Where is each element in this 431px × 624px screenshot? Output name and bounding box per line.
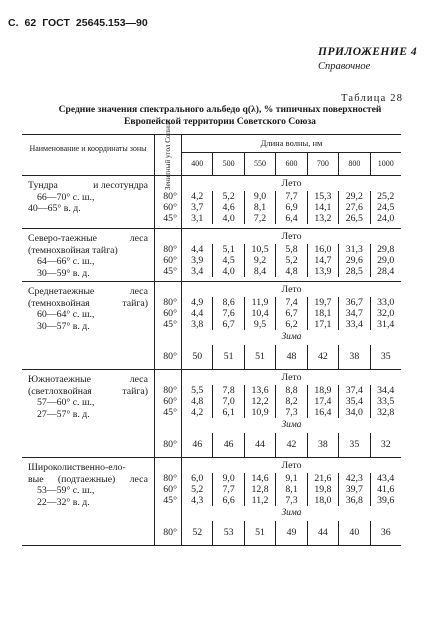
value-cell: 15,3 <box>307 191 338 202</box>
zone-name-part: (темнохвойная <box>28 297 90 309</box>
value-cell: 35 <box>370 345 401 369</box>
value-cell: 34,0 <box>338 407 369 418</box>
table-row <box>155 297 401 308</box>
value-cell: 28,4 <box>370 266 401 277</box>
zone-name <box>22 229 154 281</box>
value-cell: 12,8 <box>244 484 275 495</box>
zone-name-part: леса <box>129 233 148 244</box>
season-row <box>155 330 401 345</box>
table-row <box>155 266 401 277</box>
value-cell: 35,4 <box>338 396 369 407</box>
value-cell: 46 <box>212 433 243 457</box>
angle-cell: 60° <box>163 202 177 213</box>
angle-cell: 60° <box>163 396 177 407</box>
value-cell: 3,4 <box>191 266 204 277</box>
value-cell: 51 <box>244 345 275 369</box>
zone-coord: 57—60° с. ш., <box>37 397 95 408</box>
table-row <box>155 202 401 213</box>
table-caption-line-2: Европейской территории Советского Союза <box>124 116 316 127</box>
wavelength-col: 550 <box>244 153 275 175</box>
value-cell: 4,0 <box>212 266 243 277</box>
table-row <box>155 495 401 506</box>
value-cell: 4,8 <box>191 396 204 407</box>
value-cell: 13,2 <box>307 213 338 224</box>
value-cell: 18,0 <box>307 495 338 506</box>
value-cell: 31,4 <box>370 319 401 330</box>
value-cell: 24,5 <box>370 202 401 213</box>
table-row <box>155 407 401 418</box>
value-cell: 6,7 <box>212 319 243 330</box>
value-cell: 8,2 <box>275 396 306 407</box>
angle-cell: 45° <box>163 319 177 330</box>
angle-cell: 80° <box>163 244 177 255</box>
zone-section-mixed-forest <box>22 458 401 545</box>
value-cell: 6,9 <box>275 202 306 213</box>
value-cell: 8,4 <box>244 266 275 277</box>
zone-name <box>22 282 154 369</box>
value-cell: 5,5 <box>191 385 204 396</box>
value-cell: 6,7 <box>275 308 306 319</box>
value-cell: 4,6 <box>212 202 243 213</box>
table-caption <box>22 104 418 128</box>
value-cell: 44 <box>307 521 338 545</box>
value-cell: 21,6 <box>307 473 338 484</box>
value-cell: 9,2 <box>244 255 275 266</box>
value-cell: 9,5 <box>244 319 275 330</box>
value-cell: 17,1 <box>307 319 338 330</box>
value-cell: 7,0 <box>212 396 243 407</box>
angle-cell: 80° <box>163 191 177 202</box>
season-label-winter: Зима <box>181 506 401 521</box>
value-cell: 42 <box>275 433 306 457</box>
value-cell: 35 <box>338 433 369 457</box>
value-cell: 5,2 <box>275 255 306 266</box>
value-cell: 8,1 <box>275 484 306 495</box>
value-cell: 4,4 <box>191 308 204 319</box>
season-label-summer: Лето <box>181 282 401 297</box>
zone-section-south-taiga <box>22 370 401 458</box>
angle-cell: 80° <box>163 351 177 362</box>
season-label-summer: Лето <box>181 229 401 244</box>
value-cell: 19,8 <box>307 484 338 495</box>
value-cell: 27,6 <box>338 202 369 213</box>
season-row <box>155 229 401 244</box>
table-number: Таблица 28 <box>341 93 404 104</box>
value-cell: 4,2 <box>191 191 204 202</box>
value-cell: 37,4 <box>338 385 369 396</box>
table-row <box>155 396 401 407</box>
value-cell: 44 <box>244 433 275 457</box>
value-cell: 6,2 <box>275 319 306 330</box>
angle-cell: 80° <box>163 439 177 450</box>
zone-name-part: тайга) <box>122 385 148 397</box>
value-cell: 43,4 <box>370 473 401 484</box>
season-label-summer: Лето <box>181 176 401 191</box>
zone-name-part: Тундра <box>28 180 58 191</box>
value-cell: 31,3 <box>338 244 369 255</box>
value-cell: 38 <box>338 345 369 369</box>
value-cell: 12,2 <box>244 396 275 407</box>
table-row <box>155 345 401 369</box>
value-cell: 7,7 <box>275 191 306 202</box>
value-cell: 32,0 <box>370 308 401 319</box>
season-label-winter: Зима <box>181 418 401 433</box>
table-row <box>155 308 401 319</box>
value-cell: 29,8 <box>370 244 401 255</box>
value-cell: 7,2 <box>244 213 275 224</box>
appendix-type: Справочное <box>318 61 371 72</box>
angle-cell: 80° <box>163 297 177 308</box>
value-cell: 36,8 <box>338 495 369 506</box>
zone-name-part: (подтаежные) <box>57 473 116 485</box>
value-cell: 14,6 <box>244 473 275 484</box>
zone-name-part: Широколиственно-ело- <box>28 462 126 473</box>
value-cell: 6,0 <box>191 473 204 484</box>
value-cell: 49 <box>275 521 306 545</box>
value-cell: 24,0 <box>370 213 401 224</box>
table-row <box>155 191 401 202</box>
value-cell: 7,6 <box>212 308 243 319</box>
season-row <box>155 282 401 297</box>
zone-section-tundra <box>22 176 401 229</box>
value-cell: 8,8 <box>275 385 306 396</box>
value-cell: 4,8 <box>275 266 306 277</box>
value-cell: 26,5 <box>338 213 369 224</box>
page-header <box>8 17 154 29</box>
value-cell: 9,0 <box>244 191 275 202</box>
value-cell: 3,1 <box>191 213 204 224</box>
angle-cell: 60° <box>163 484 177 495</box>
value-cell: 39,7 <box>338 484 369 495</box>
value-cell: 41,6 <box>370 484 401 495</box>
value-cell: 8,1 <box>244 202 275 213</box>
zone-name-part: и лесотундра <box>93 180 148 191</box>
table-row <box>155 473 401 484</box>
zone-coord: 60—64° с. ш., <box>37 309 95 320</box>
value-cell: 36,7 <box>338 297 369 308</box>
table-row <box>155 521 401 545</box>
appendix-title: ПРИЛОЖЕНИЕ 4 <box>318 46 418 58</box>
standard-number: 25645.153—90 <box>75 17 148 29</box>
table-row <box>155 433 401 457</box>
value-cell: 13,6 <box>244 385 275 396</box>
wavelength-col: 800 <box>338 153 369 175</box>
wavelength-col: 400 <box>191 159 204 168</box>
value-cell: 42,3 <box>338 473 369 484</box>
value-cell: 4,9 <box>191 297 204 308</box>
value-cell: 4,5 <box>212 255 243 266</box>
season-row <box>155 176 401 191</box>
value-cell: 7,7 <box>212 484 243 495</box>
value-cell: 7,3 <box>275 407 306 418</box>
value-cell: 11,9 <box>244 297 275 308</box>
value-cell: 52 <box>192 527 203 538</box>
wavelength-col: 600 <box>275 153 306 175</box>
zone-coord: 22—32° в. д. <box>37 496 90 508</box>
season-row <box>155 418 401 433</box>
wavelength-col: 500 <box>212 153 243 175</box>
value-cell: 4,4 <box>191 244 204 255</box>
zone-name-part: (темнохвойная тайга) <box>28 244 118 256</box>
zone-name-part: (светлохвойная <box>28 385 92 397</box>
value-cell: 6,4 <box>275 213 306 224</box>
wavelength-col: 700 <box>307 153 338 175</box>
value-cell: 9,1 <box>275 473 306 484</box>
table-row <box>155 213 401 224</box>
angle-cell: 45° <box>163 266 177 277</box>
value-cell: 5,1 <box>212 244 243 255</box>
value-cell: 51 <box>212 345 243 369</box>
zone-name-part: Северо-таежные <box>28 233 98 244</box>
value-cell: 16,4 <box>307 407 338 418</box>
zone-name-part: леса <box>129 286 148 297</box>
value-cell: 9,0 <box>212 473 243 484</box>
value-cell: 42 <box>307 345 338 369</box>
value-cell: 16,0 <box>307 244 338 255</box>
value-cell: 14,7 <box>307 255 338 266</box>
wavelength-header: Длина волны, нм <box>182 135 401 153</box>
value-cell: 40 <box>338 521 369 545</box>
table-caption-line-1: Средние значения спектрального альбедо q(λ), % типичных поверхностей <box>58 104 382 115</box>
value-cell: 33,4 <box>338 319 369 330</box>
value-cell: 33,0 <box>370 297 401 308</box>
value-cell: 48 <box>275 345 306 369</box>
value-cell: 18,1 <box>307 308 338 319</box>
season-label-summer: Лето <box>181 458 401 473</box>
season-row <box>155 370 401 385</box>
value-cell: 33,5 <box>370 396 401 407</box>
angle-cell: 45° <box>163 213 177 224</box>
table-row <box>155 244 401 255</box>
zone-coord: 30—59° в. д. <box>37 267 90 279</box>
zone-name-part: леса <box>129 473 148 485</box>
season-row <box>155 506 401 521</box>
wavelength-columns <box>182 153 401 175</box>
value-cell: 10,4 <box>244 308 275 319</box>
angle-cell: 60° <box>163 308 177 319</box>
angle-cell: 80° <box>163 473 177 484</box>
zone-coord: 66—70° с. ш., <box>37 191 95 203</box>
zone-name-part: тайга) <box>122 297 148 309</box>
wavelength-col: 1000 <box>370 153 401 175</box>
table-row <box>155 319 401 330</box>
value-cell: 14,1 <box>307 202 338 213</box>
value-cell: 4,2 <box>191 407 204 418</box>
value-cell: 7,3 <box>275 495 306 506</box>
value-cell: 28,5 <box>338 266 369 277</box>
col-angle-header: Зенитный угол Солнца <box>164 120 172 190</box>
value-cell: 4,3 <box>191 495 204 506</box>
zone-name <box>22 176 154 228</box>
value-cell: 29,0 <box>370 255 401 266</box>
table-row <box>155 255 401 266</box>
table-row <box>155 484 401 495</box>
zone-name-part: вые <box>28 473 44 485</box>
value-cell: 32,8 <box>370 407 401 418</box>
value-cell: 53 <box>212 521 243 545</box>
value-cell: 29,6 <box>338 255 369 266</box>
zone-coord: 30—57° в. д. <box>37 320 90 332</box>
value-cell: 7,8 <box>212 385 243 396</box>
value-cell: 51 <box>244 521 275 545</box>
value-cell: 46 <box>192 439 203 450</box>
zone-coord: 27—57° в. д. <box>37 408 90 420</box>
angle-cell: 60° <box>163 255 177 266</box>
standard-label: ГОСТ <box>42 17 70 29</box>
value-cell: 6,1 <box>212 407 243 418</box>
season-label-summer: Лето <box>181 370 401 385</box>
value-cell: 3,8 <box>191 319 204 330</box>
value-cell: 36 <box>370 521 401 545</box>
value-cell: 39,6 <box>370 495 401 506</box>
value-cell: 18,9 <box>307 385 338 396</box>
value-cell: 5,8 <box>275 244 306 255</box>
value-cell: 10,9 <box>244 407 275 418</box>
value-cell: 19,7 <box>307 297 338 308</box>
value-cell: 5,2 <box>191 484 204 495</box>
angle-cell: 80° <box>163 527 177 538</box>
value-cell: 34,7 <box>338 308 369 319</box>
value-cell: 5,2 <box>212 191 243 202</box>
value-cell: 7,4 <box>275 297 306 308</box>
zone-section-middle-taiga <box>22 282 401 370</box>
zone-name-part: Среднетаежные <box>28 286 95 297</box>
zone-section-north-taiga <box>22 229 401 282</box>
value-cell: 17,4 <box>307 396 338 407</box>
value-cell: 3,9 <box>191 255 204 266</box>
angle-cell: 45° <box>163 407 177 418</box>
value-cell: 34,4 <box>370 385 401 396</box>
value-cell: 11,2 <box>244 495 275 506</box>
zone-name <box>22 370 154 457</box>
value-cell: 13,9 <box>307 266 338 277</box>
value-cell: 10,5 <box>244 244 275 255</box>
col-name-header: Наименование и координаты зоны <box>29 144 147 153</box>
page-code: С. <box>8 17 19 29</box>
value-cell: 4,0 <box>212 213 243 224</box>
value-cell: 50 <box>192 351 203 362</box>
value-cell: 29,2 <box>338 191 369 202</box>
zone-coord: 53—59° с. ш., <box>37 485 95 496</box>
zone-name <box>22 458 154 545</box>
zone-coord: 64—66° с. ш., <box>37 256 95 267</box>
value-cell: 25,2 <box>370 191 401 202</box>
zone-name-part: Южнотаежные <box>28 374 92 385</box>
value-cell: 6,6 <box>212 495 243 506</box>
season-label-winter: Зима <box>181 330 401 345</box>
season-row <box>155 458 401 473</box>
zone-coord: 40—65° в. д. <box>28 203 81 214</box>
table-row <box>155 385 401 396</box>
angle-cell: 80° <box>163 385 177 396</box>
value-cell: 32 <box>370 433 401 457</box>
value-cell: 38 <box>307 433 338 457</box>
value-cell: 8,6 <box>212 297 243 308</box>
value-cell: 3,7 <box>191 202 204 213</box>
zone-name-part: леса <box>129 374 148 385</box>
page-number: 62 <box>24 17 37 29</box>
angle-cell: 45° <box>163 495 177 506</box>
